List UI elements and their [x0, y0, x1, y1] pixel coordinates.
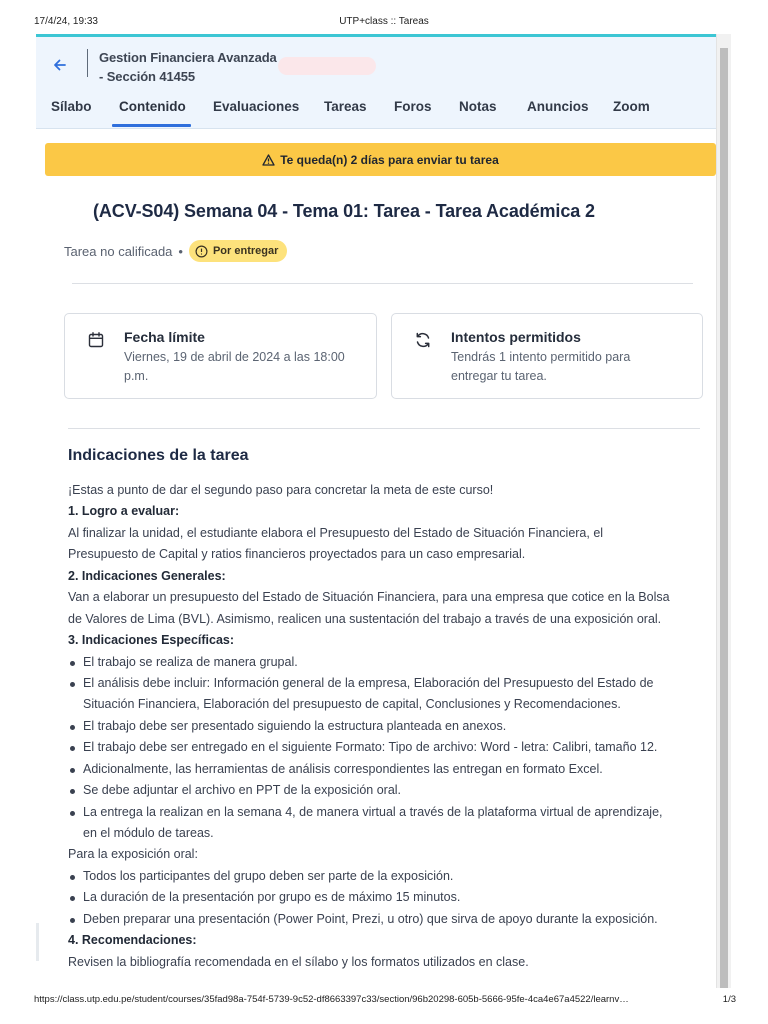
course-title	[99, 48, 277, 86]
attempts-value-line2: entregar tu tarea.	[451, 368, 547, 383]
deadline-value-line2: p.m.	[124, 368, 149, 383]
redacted-pill	[278, 57, 376, 75]
status-badge	[189, 240, 287, 262]
tab-silabo[interactable]: Sílabo	[51, 99, 92, 114]
instructions-heading: Indicaciones de la tarea	[68, 447, 249, 464]
scrollbar[interactable]	[716, 34, 731, 988]
list-item-text: Se debe adjuntar el archivo en PPT de la exposición oral.	[83, 783, 402, 798]
tab-foros[interactable]: Foros	[394, 99, 432, 114]
print-url: https://class.utp.edu.pe/student/courses/35fad98a-754f-5739-9c52-df8663397c33/section/96b20298-605b-5666-95fe-4ca4e67a4522/learnv…	[34, 994, 629, 1005]
section-logro-title: 1. Logro a evaluar:	[68, 504, 180, 519]
list-item-text: Deben preparar una presentación (Power Point, Prezi, u otro) que sirva de apoyo durante la exposición.	[83, 911, 658, 926]
paragraph-line: Al finalizar la unidad, el estudiante elabora el Presupuesto del Estado de Situación Financiera, el	[68, 525, 604, 540]
clock-icon	[195, 245, 208, 258]
tab-contenido[interactable]: Contenido	[119, 99, 186, 114]
page-viewport	[36, 34, 731, 988]
list-item-text: El trabajo debe ser entregado en el siguiente Formato: Tipo de archivo: Word - letra: Calibri, tamaño 12.	[83, 740, 658, 755]
section-recomendaciones-title: 4. Recomendaciones:	[68, 933, 197, 948]
page-title: (ACV-S04) Semana 04 - Tema 01: Tarea - Tarea Académica 2	[93, 201, 595, 221]
intro-text: ¡Estas a punto de dar el segundo paso para concretar la meta de este curso!	[68, 483, 494, 497]
list-item-text: La entrega la realizan en la semana 4, de manera virtual a través de la plataforma virtual de aprendizaje,	[83, 804, 663, 819]
list-item	[68, 716, 700, 737]
refresh-icon	[414, 331, 432, 349]
paragraph-line: Revisen la bibliografía recomendada en el sílabo y los formatos utilizados en clase.	[68, 954, 529, 969]
attempts-value	[451, 348, 691, 385]
deadline-label: Fecha límite	[124, 329, 205, 345]
list-item	[68, 652, 700, 673]
course-tabs	[36, 95, 716, 129]
list-item-text: El trabajo debe ser presentado siguiendo la estructura planteada en anexos.	[83, 718, 507, 733]
section-especificas-title: 3. Indicaciones Específicas:	[68, 633, 235, 648]
section-generales-title: 2. Indicaciones Generales:	[68, 568, 226, 583]
specific-list	[68, 652, 700, 845]
attempts-label: Intentos permitidos	[451, 329, 581, 345]
list-item-text: El análisis debe incluir: Información general de la empresa, Elaboración del Presupuesto del Estado de	[83, 675, 654, 690]
deadline-value	[124, 348, 364, 385]
divider	[68, 428, 700, 429]
list-item-text: Adicionalmente, las herramientas de análisis correspondientes las entregan en formato Excel.	[83, 761, 603, 776]
arrow-left-icon	[52, 57, 68, 73]
paragraph-line: de Valores de Lima (BVL). Asimismo, realicen una sustentación del trabajo a través de una exposición oral.	[68, 611, 662, 626]
oral-list	[68, 866, 700, 930]
tab-anuncios[interactable]: Anuncios	[527, 99, 589, 114]
task-status-row	[64, 240, 287, 262]
list-item-text: El trabajo se realiza de manera grupal.	[83, 654, 298, 669]
print-footer	[0, 994, 768, 1008]
course-title-line1: Gestion Financiera Avanzada	[99, 50, 277, 65]
deadline-value-line1: Viernes, 19 de abril de 2024 a las 18:00	[124, 350, 345, 364]
scrollbar-thumb[interactable]	[720, 48, 728, 988]
status-badge-label: Por entregar	[212, 245, 279, 257]
paragraph-line: Presupuesto de Capital y ratios financieros proyectados para un caso empresarial.	[68, 547, 526, 562]
list-item-text: La duración de la presentación por grupo es de máximo 15 minutos.	[83, 890, 461, 905]
deadline-alert	[45, 143, 716, 176]
back-button[interactable]	[50, 55, 70, 75]
attempts-card	[391, 313, 703, 399]
active-tab-indicator	[112, 124, 191, 127]
list-item-text: Todos los participantes del grupo deben ser parte de la exposición.	[83, 868, 454, 883]
edge-mark	[36, 923, 39, 961]
print-doc-title: UTP+class :: Tareas	[339, 16, 429, 27]
deadline-card	[64, 313, 377, 399]
list-item	[68, 780, 700, 801]
tab-tareas[interactable]: Tareas	[324, 99, 367, 114]
list-item-text: en el módulo de tareas.	[83, 826, 214, 840]
alert-text: Te queda(n) 2 días para enviar tu tarea	[280, 152, 499, 167]
list-item	[68, 866, 700, 887]
print-header	[0, 16, 768, 30]
list-item	[68, 673, 700, 716]
course-header	[36, 37, 716, 129]
tab-evaluaciones[interactable]: Evaluaciones	[213, 99, 300, 114]
list-item	[68, 759, 700, 780]
print-page-number: 1/3	[722, 994, 736, 1005]
divider	[72, 283, 693, 284]
list-item	[68, 737, 700, 758]
oral-title: Para la exposición oral:	[68, 847, 198, 862]
calendar-icon	[87, 331, 105, 349]
print-datetime: 17/4/24, 19:33	[34, 16, 98, 27]
warning-icon	[262, 154, 275, 166]
list-item	[68, 909, 700, 930]
tab-notas[interactable]: Notas	[459, 99, 497, 114]
list-item	[68, 887, 700, 908]
course-title-line2: - Sección 41455	[99, 69, 196, 84]
tab-zoom[interactable]: Zoom	[613, 99, 650, 114]
list-item	[68, 802, 700, 845]
paragraph-line: Van a elaborar un presupuesto del Estado de Situación Financiera, para una empresa que cotice en la Bolsa	[68, 590, 670, 605]
header-divider	[87, 49, 88, 77]
grading-label: Tarea no calificada	[64, 243, 173, 259]
instructions-body	[68, 480, 700, 973]
attempts-value-line1: Tendrás 1 intento permitido para	[451, 350, 631, 364]
status-separator: •	[178, 243, 183, 259]
list-item-text: Situación Financiera, Elaboración del presupuesto de capital, Conclusiones y Recomendaciones.	[83, 697, 621, 712]
